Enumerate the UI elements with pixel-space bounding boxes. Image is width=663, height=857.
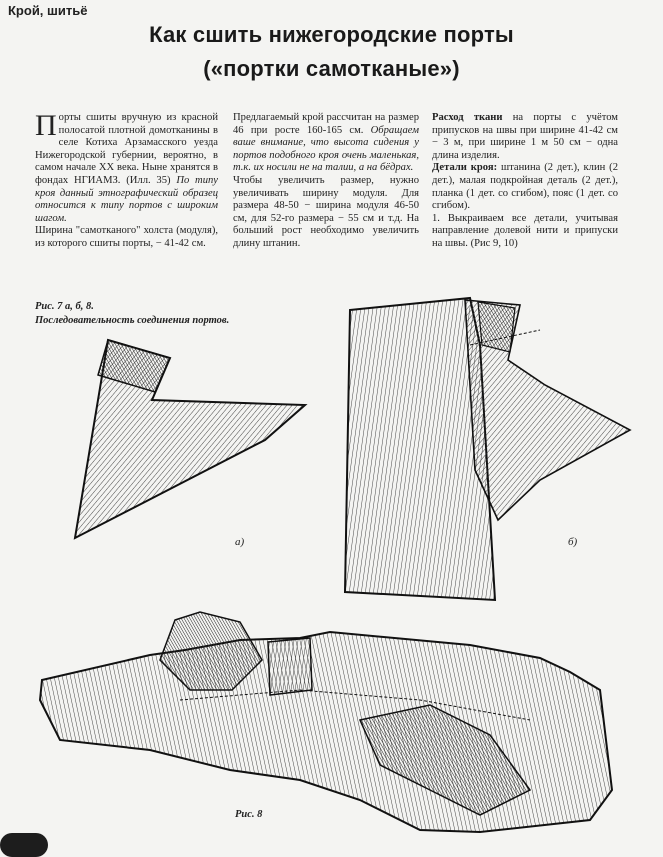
col3-paragraph-1: на порты с учётом припусков на швы при ширине 41-42 см − 3 м, при ширине 1 м 50 см − одна длина изделия. — [432, 112, 618, 161]
col1-paragraph-1: орты сшиты вручную из красной полосатой плотной домотканины в селе Котиха Арзамасского уезда Нижегородской губернии, вероятно, в самом начале XX века. Ныне хранятся в фондах НГИАМЗ. (Илл. 35) — [35, 112, 218, 186]
page-number-badge — [0, 833, 48, 857]
drop-cap: П — [35, 109, 57, 142]
caption-description: Последовательность соединения портов. — [35, 315, 230, 326]
col3-paragraph-2: штанина (2 дет.), клин (2 дет.), малая подкройная деталь (2 дет.), планка (1 дет. со сгибом), пояс (1 дет. со сгибом). — [432, 162, 618, 212]
caption-figure-refs: Рис. 7 а, б, 8. — [35, 301, 94, 312]
section-header: Крой, шитьё — [8, 3, 88, 18]
col3-heading-fabric: Расход ткани — [432, 112, 503, 123]
col1-paragraph-2: Ширина "самотканого" холста (модуля), из которого сшиты порты, − 41-42 см. — [35, 225, 218, 249]
col1-italic-note: По типу кроя данный этнографический образец относится к типу портов с широким шагом. — [35, 174, 218, 224]
col2-paragraph-1: Предлагаемый крой рассчитан на размер 46 при росте 160-165 см. — [233, 112, 419, 136]
figure-a-label: а) — [235, 536, 245, 548]
figure-b-label: б) — [568, 536, 578, 548]
figure-8-label: Рис. 8 — [235, 809, 263, 820]
figure-b-leg — [345, 298, 630, 600]
col3-paragraph-3: 1. Выкраиваем все детали, учитывая направление долевой нити и припуски на швы. (Рис 9, 10) — [432, 212, 618, 249]
page-title: Как сшить нижегородские порты — [149, 22, 514, 47]
page-subtitle: («портки самотканые») — [203, 56, 460, 81]
figure-8-assembly — [40, 612, 612, 832]
col2-italic-note: Обращаем ваше внимание, что высота сидения у портов подобного кроя очень маленькая, т.к. их носили не на талии, а на бёдрах. — [233, 124, 419, 174]
col2-paragraph-2: Чтобы увеличить размер, нужно увеличивать ширину модуля. Для размера 48-50 − ширина модуля 46-50 см, для 52-го размера − 55 см и т.д. На больший рост необходимо увеличить длину штанин. — [233, 174, 419, 249]
col3-heading-parts: Детали кроя: — [432, 162, 498, 174]
figure-a-gusset — [75, 340, 305, 538]
